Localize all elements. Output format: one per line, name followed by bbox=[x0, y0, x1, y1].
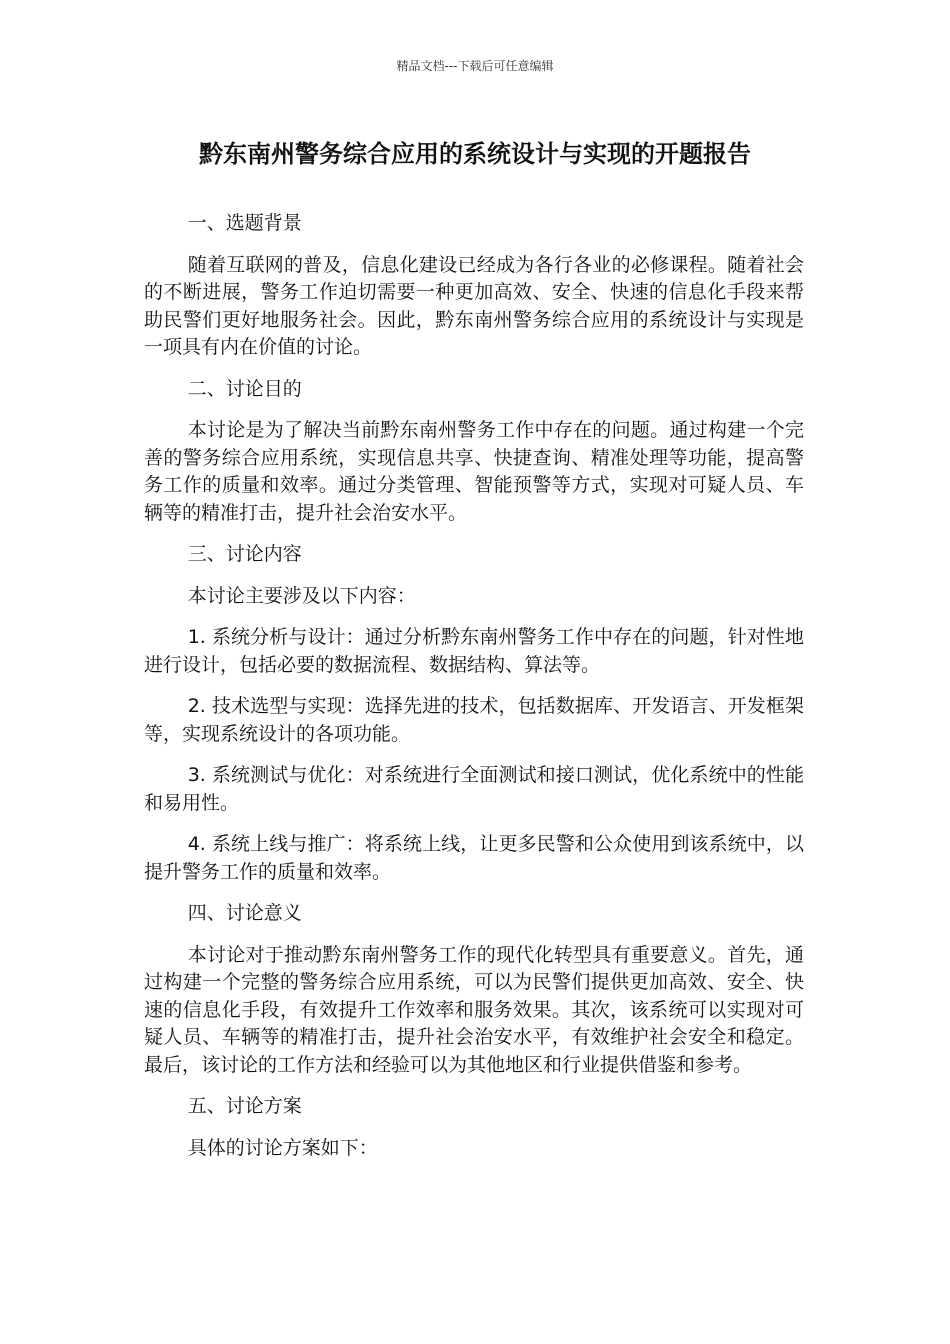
list-item-testing: 3. 系统测试与优化：对系统进行全面测试和接口测试，优化系统中的性能和易用性。 bbox=[144, 764, 804, 814]
paragraph-plan-intro: 具体的讨论方案如下： bbox=[187, 1136, 378, 1159]
section-heading-purpose: 二、讨论目的 bbox=[187, 377, 302, 400]
header-note: 精品文档---下载后可任意编辑 bbox=[396, 59, 554, 73]
paragraph-significance: 本讨论对于推动黔东南州警务工作的现代化转型具有重要意义。首先，通过构建一个完整的警务综合应用系统，可以为民警们提供更加高效、安全、快速的信息化手段，有效提升工作效率和服务效果。其次，该系统可以实现对可疑人员、车辆等的精准打击，提升社会治安水平，有效维护社会安全和稳定。最后，该讨论的工作方法和经验可以为其他地区和行业提供借鉴和参考。 bbox=[144, 943, 804, 1076]
list-item-tech-selection: 2. 技术选型与实现：选择先进的技术，包括数据库、开发语言、开发框架等，实现系统设计的各项功能。 bbox=[144, 695, 804, 745]
paragraph-background: 随着互联网的普及，信息化建设已经成为各行各业的必修课程。随着社会的不断进展，警务工作迫切需要一种更加高效、安全、快速的信息化手段来帮助民警们更好地服务社会。因此，黔东南州警务综合应用的系统设计与实现是一项具有内在价值的讨论。 bbox=[144, 253, 804, 358]
list-item-launch: 4. 系统上线与推广：将系统上线，让更多民警和公众使用到该系统中，以提升警务工作的质量和效率。 bbox=[144, 833, 804, 883]
paragraph-content-intro: 本讨论主要涉及以下内容： bbox=[187, 584, 416, 607]
section-heading-content: 三、讨论内容 bbox=[187, 543, 302, 565]
paragraph-purpose: 本讨论是为了解决当前黔东南州警务工作中存在的问题。通过构建一个完善的警务综合应用系统，实现信息共享、快捷查询、精准处理等功能，提高警务工作的质量和效率。通过分类管理、智能预警等方式，实现对可疑人员、车辆等的精准打击，提升社会治安水平。 bbox=[144, 419, 804, 524]
document-body bbox=[144, 210, 804, 1176]
list-item-analysis-design: 1. 系统分析与设计：通过分析黔东南州警务工作中存在的问题，针对性地进行设计，包括必要的数据流程、数据结构、算法等。 bbox=[144, 626, 804, 676]
section-heading-significance: 四、讨论意义 bbox=[187, 902, 302, 924]
section-heading-background: 一、选题背景 bbox=[187, 212, 302, 234]
document-title: 黔东南州警务综合应用的系统设计与实现的开题报告 bbox=[199, 140, 751, 168]
section-heading-plan: 五、讨论方案 bbox=[187, 1095, 302, 1117]
